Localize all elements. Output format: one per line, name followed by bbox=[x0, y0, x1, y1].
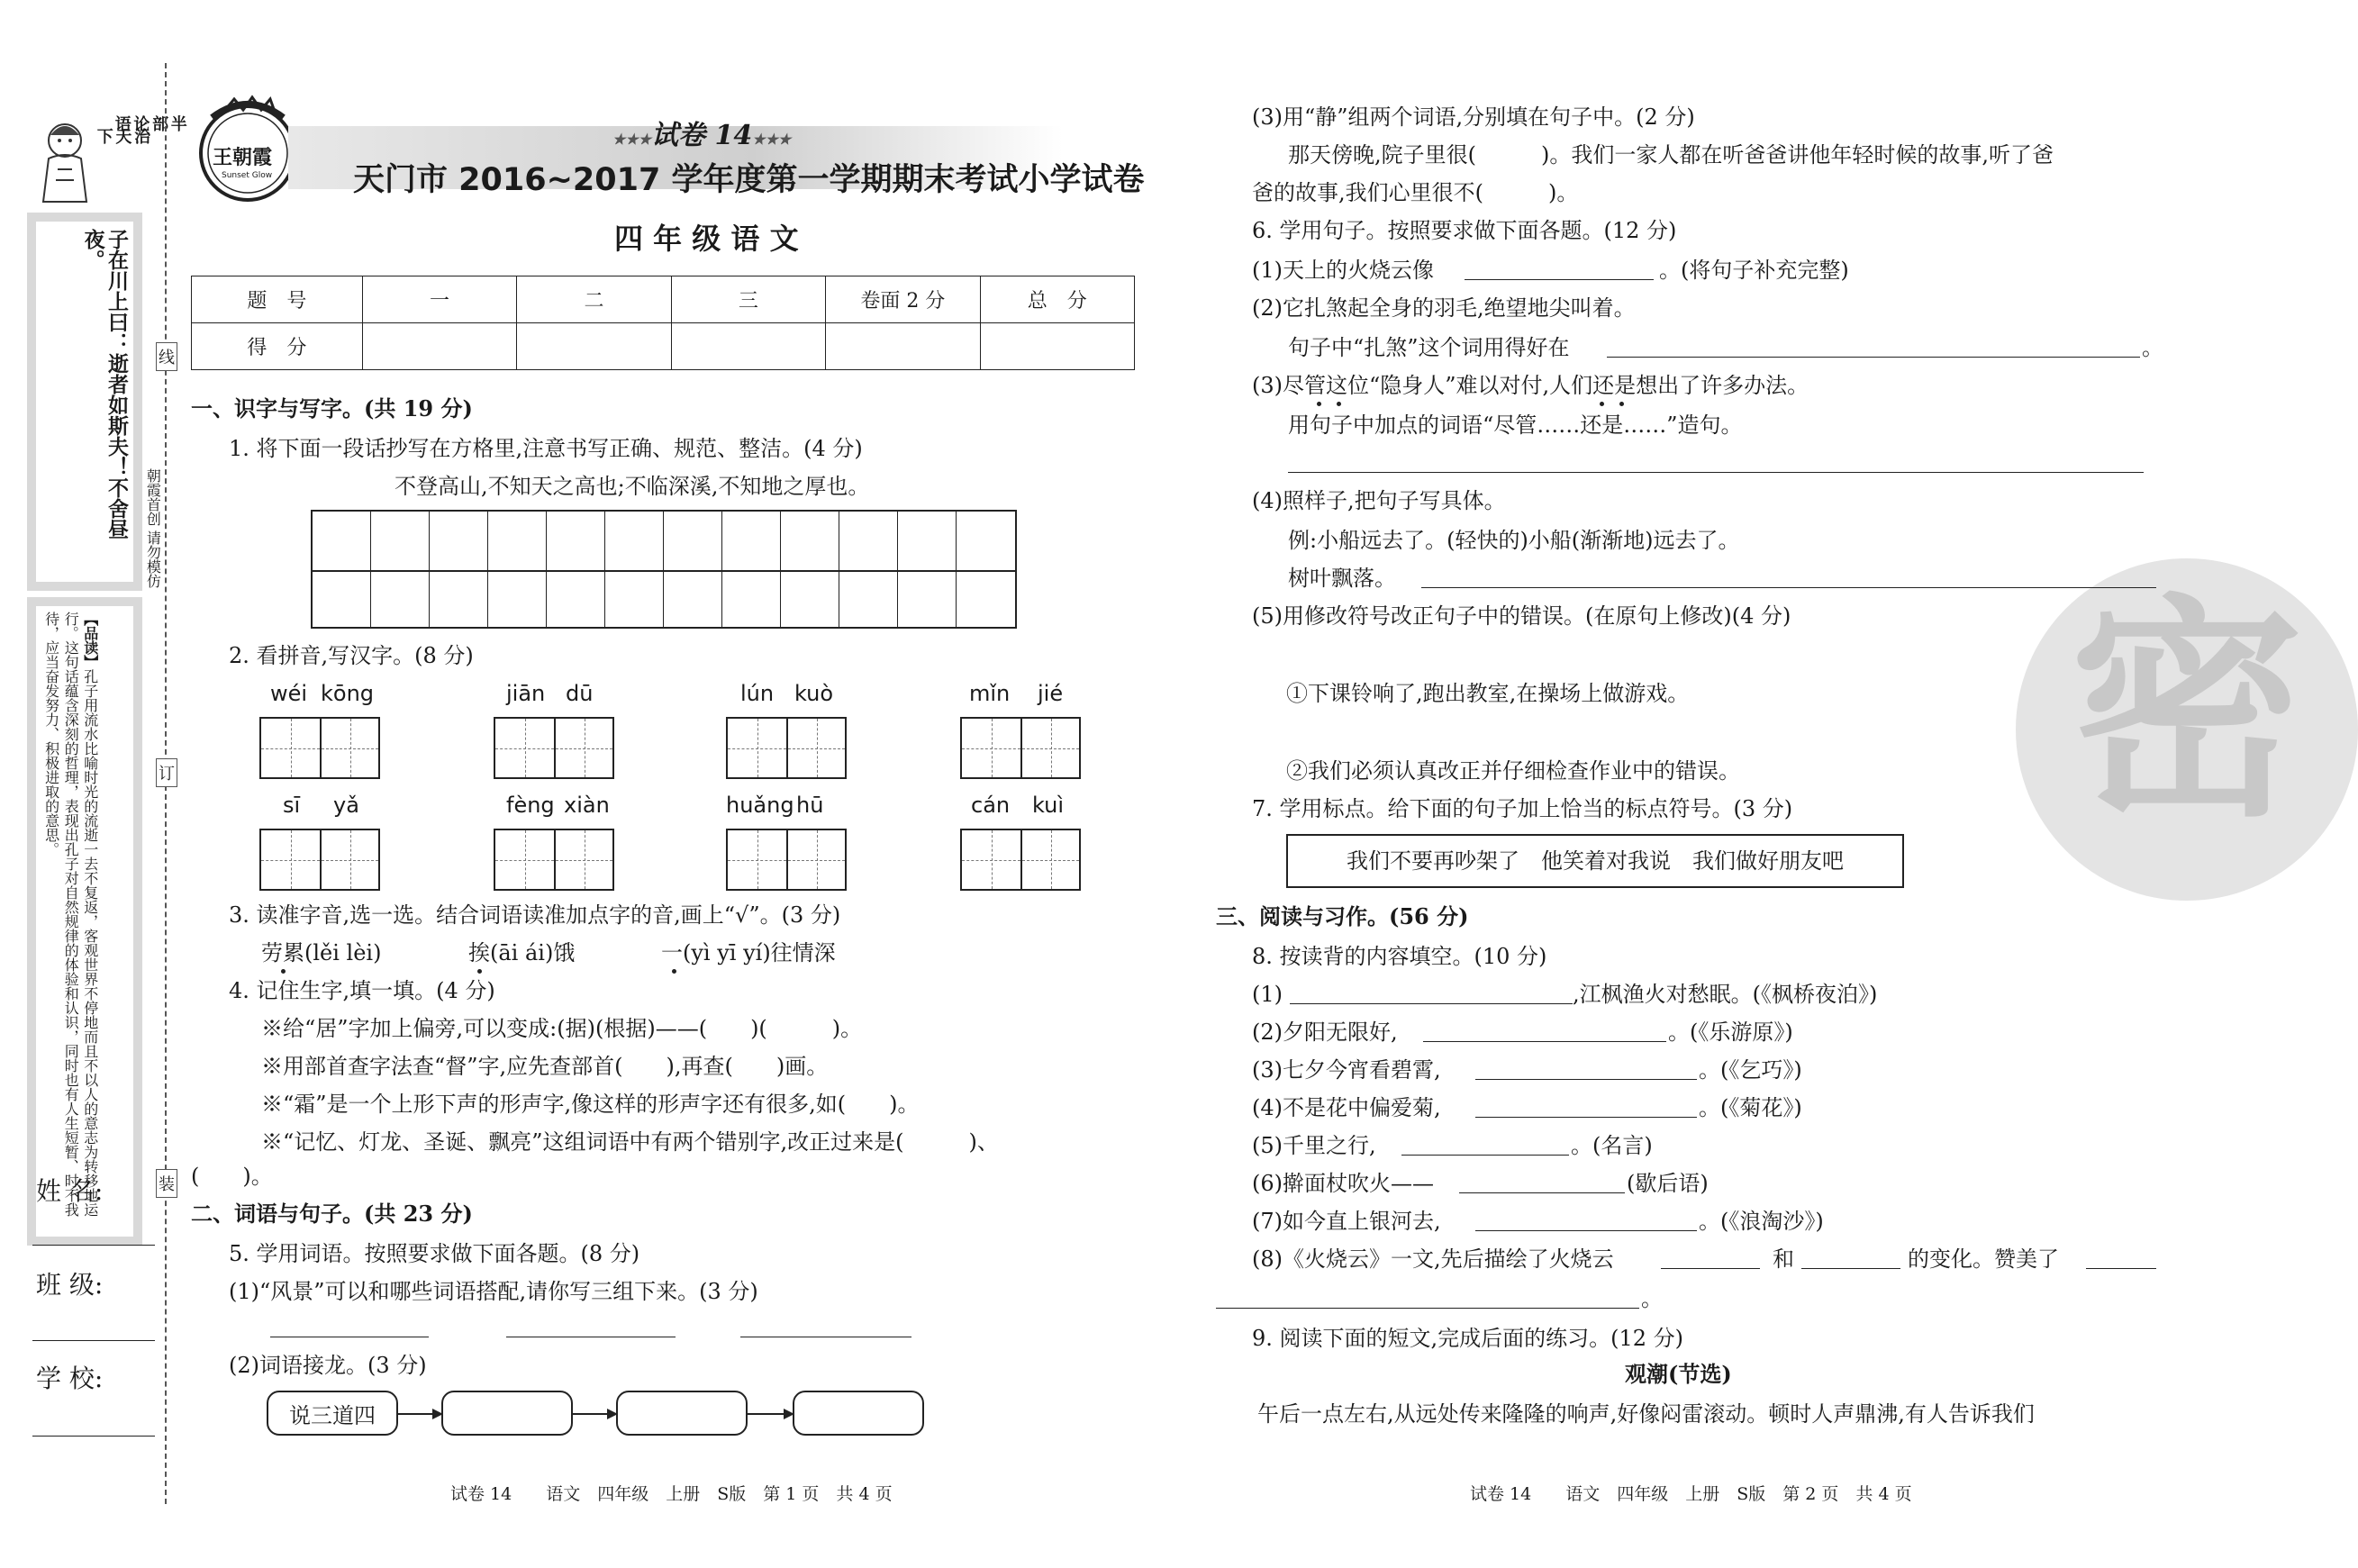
q6-5a-text[interactable]: ①下课铃响了,跑出教室,在操场上做游戏。 bbox=[1286, 681, 1690, 706]
q4-item-b[interactable]: ※用部首查字法查“督”字,应先查部首( ),再查( )画。 bbox=[261, 1054, 829, 1079]
emphasis-dot bbox=[1600, 402, 1604, 406]
q4-item-a[interactable]: ※给“居”字加上偏旁,可以变成:(据)(根据)——( )( )。 bbox=[261, 1016, 863, 1041]
confidential-stamp bbox=[2016, 558, 2358, 901]
exam-number: ★★★试卷 14★★★ bbox=[612, 120, 792, 151]
school-field[interactable] bbox=[32, 1436, 155, 1437]
emphasis-dot bbox=[281, 969, 286, 974]
q5-prompt: 5. 学用词语。按照要求做下面各题。(8 分) bbox=[229, 1241, 640, 1266]
pinyin: hū bbox=[796, 793, 824, 818]
chain-answer-box[interactable] bbox=[441, 1391, 573, 1436]
chain-arrow bbox=[748, 1413, 793, 1415]
answer-line[interactable] bbox=[1288, 472, 2144, 473]
q6-prompt: 6. 学用句子。按照要求做下面各题。(12 分) bbox=[1252, 218, 1677, 243]
q7-prompt: 7. 学用标点。给下面的句子加上恰当的标点符号。(3 分) bbox=[1252, 796, 1793, 821]
seal-char-1: 线 bbox=[156, 342, 177, 371]
seal-char-3: 装 bbox=[156, 1169, 177, 1198]
score-cell[interactable] bbox=[671, 323, 825, 370]
pinyin: huǎng bbox=[726, 793, 794, 818]
q8-prompt: 8. 按读背的内容填空。(10 分) bbox=[1252, 944, 1547, 969]
answer-line[interactable] bbox=[1421, 587, 2156, 588]
pinyin: cán bbox=[971, 793, 1011, 818]
class-field[interactable] bbox=[32, 1340, 155, 1341]
section-3-heading: 三、阅读与习作。(56 分) bbox=[1216, 903, 1469, 929]
emphasis-dot bbox=[1337, 402, 1341, 406]
sidebar-logo-text-2: 治 天 下 bbox=[94, 128, 151, 144]
q4-prompt: 4. 记住生字,填一填。(4 分) bbox=[229, 978, 495, 1003]
q8-item-8c: 的变化。赞美了 bbox=[1908, 1246, 2059, 1272]
section-1-heading: 一、识字与写字。(共 19 分) bbox=[191, 395, 473, 421]
answer-line[interactable] bbox=[1475, 1117, 1697, 1118]
section-2-heading: 二、词语与句子。(共 23 分) bbox=[191, 1201, 473, 1227]
pinyin: jié bbox=[1038, 681, 1064, 706]
confucius-illustration bbox=[31, 115, 103, 205]
q1-passage: 不登高山,不知天之高也;不临深溪,不知地之厚也。 bbox=[395, 474, 870, 499]
q6-2b-text: 句子中“扎煞”这个词用得好在 bbox=[1288, 335, 1570, 360]
chain-answer-box[interactable] bbox=[793, 1391, 924, 1436]
page-2-footer: 试卷 14 语文 四年级 上册 S版 第 2 页 共 4 页 bbox=[1470, 1484, 1912, 1504]
answer-line[interactable] bbox=[1401, 1155, 1569, 1156]
pinyin: sī bbox=[283, 793, 301, 818]
q6-5b-text[interactable]: ②我们必须认真改正并仔细检查作业中的错误。 bbox=[1286, 758, 1740, 784]
page-1-footer: 试卷 14 语文 四年级 上册 S版 第 1 页 共 4 页 bbox=[450, 1484, 893, 1504]
score-table bbox=[191, 276, 1135, 370]
chain-arrow bbox=[573, 1413, 616, 1415]
q8-item-5-post: 。(名言) bbox=[1571, 1133, 1653, 1158]
q8-item-1-pre: (1) bbox=[1252, 982, 1283, 1007]
q8-item-8d: 。 bbox=[1641, 1286, 1663, 1311]
q6-3b-text: 用句子中加点的词语“尽管……还是……”造句。 bbox=[1288, 412, 1743, 438]
q3-item-2[interactable]: 挨(āi ái)饿 bbox=[468, 940, 576, 965]
q8-item-3-post: 。(《乞巧》) bbox=[1699, 1057, 1802, 1083]
q6-5-text: (5)用修改符号改正句子中的错误。(在原句上修改)(4 分) bbox=[1252, 603, 1791, 629]
tian-grid[interactable] bbox=[726, 829, 847, 891]
answer-line[interactable] bbox=[1423, 1041, 1666, 1042]
q8-item-7-pre: (7)如今直上银河去, bbox=[1252, 1209, 1441, 1234]
score-header: 三 bbox=[671, 276, 825, 323]
name-field[interactable] bbox=[32, 1245, 155, 1246]
seal-char-2: 订 bbox=[156, 758, 177, 787]
tian-grid[interactable] bbox=[726, 717, 847, 779]
pinyin: kuò bbox=[794, 681, 834, 706]
answer-line[interactable] bbox=[1661, 1268, 1760, 1269]
exam-title: 天门市 2016~2017 学年度第一学期期末考试小学试卷 bbox=[353, 162, 1145, 198]
answer-line[interactable] bbox=[1465, 279, 1654, 280]
answer-line[interactable] bbox=[1801, 1268, 1900, 1269]
q6-3-text: (3)尽管这位“隐身人”难以对付,人们还是想出了许多办法。 bbox=[1252, 373, 1809, 398]
pinyin: dū bbox=[566, 681, 594, 706]
class-label: 班 级: bbox=[36, 1270, 104, 1300]
q4-item-c[interactable]: ※“霜”是一个上形下声的形声字,像这样的形声字还有很多,如( )。 bbox=[261, 1092, 920, 1117]
q5-3-prompt: (3)用“静”组两个词语,分别填在句子中。(2 分) bbox=[1252, 104, 1695, 130]
emphasis-dot bbox=[477, 969, 482, 974]
q6-1-end: 。(将句子补充完整) bbox=[1659, 258, 1849, 283]
answer-line[interactable] bbox=[1216, 1308, 1639, 1309]
subject-title: 四 年 级 语 文 bbox=[614, 222, 799, 256]
brand-name: 王朝霞 bbox=[213, 146, 273, 169]
tian-grid[interactable] bbox=[494, 717, 614, 779]
name-label: 姓 名: bbox=[36, 1176, 104, 1206]
score-cell[interactable] bbox=[517, 323, 671, 370]
comment-text: 【品读】孔子用流水比喻时光的流逝一去不复返，客观世界不停地而且不以人的意志为转移地运行。这句话蕴含深刻的哲理，表现出孔子对自然规律的体验和认识，同时也有人生短暂、时不我待，应当奋发努力、积极进取的意思。 bbox=[42, 612, 99, 1217]
school-label: 学 校: bbox=[36, 1364, 104, 1393]
q8-item-2-post: 。(《乐游原》) bbox=[1668, 1020, 1793, 1045]
q8-item-3-pre: (3)七夕今宵看碧霄, bbox=[1252, 1057, 1441, 1083]
score-cell[interactable] bbox=[980, 323, 1134, 370]
q4-item-d-cont[interactable]: ( )。 bbox=[191, 1164, 273, 1189]
q8-item-8b: 和 bbox=[1773, 1246, 1794, 1272]
score-cell[interactable] bbox=[826, 323, 980, 370]
sidebar-logo-text: 半 部 论 语 bbox=[112, 115, 187, 131]
q6-4b-text: 树叶飘落。 bbox=[1288, 566, 1396, 591]
score-header: 卷面 2 分 bbox=[826, 276, 980, 323]
q6-2b-end: 。 bbox=[2142, 335, 2163, 360]
q8-item-4-pre: (4)不是花中偏爱菊, bbox=[1252, 1095, 1441, 1120]
answer-line[interactable] bbox=[2086, 1268, 2156, 1269]
answer-line[interactable] bbox=[1475, 1230, 1697, 1231]
q3-item-3[interactable]: 一(yì yī yí)往情深 bbox=[661, 940, 836, 965]
q4-item-d[interactable]: ※“记忆、灯龙、圣诞、飘亮”这组词语中有两个错别字,改正过来是( )、 bbox=[261, 1129, 999, 1155]
q8-item-6-post: (歇后语) bbox=[1627, 1171, 1709, 1196]
q3-prompt: 3. 读准字音,选一选。结合词语读准加点字的音,画上“√”。(3 分) bbox=[229, 902, 841, 928]
stamp-char: 密 bbox=[2070, 574, 2304, 848]
tian-grid[interactable] bbox=[259, 829, 380, 891]
comment-box bbox=[27, 597, 142, 1246]
score-header: 总 分 bbox=[980, 276, 1134, 323]
score-cell[interactable] bbox=[362, 323, 516, 370]
q8-item-4-post: 。(《菊花》) bbox=[1699, 1095, 1802, 1120]
quote-box bbox=[27, 213, 142, 591]
pinyin: jiān bbox=[506, 681, 546, 706]
pinyin: lún bbox=[740, 681, 775, 706]
q9-passage-text: 午后一点左右,从远处传来隆隆的响声,好像闷雷滚动。顿时人声鼎沸,有人告诉我们 bbox=[1257, 1401, 2035, 1427]
pinyin: xiàn bbox=[564, 793, 610, 818]
q8-item-2-pre: (2)夕阳无限好, bbox=[1252, 1020, 1398, 1045]
answer-line[interactable] bbox=[1459, 1192, 1625, 1193]
q6-1-text: (1)天上的火烧云像 bbox=[1252, 258, 1434, 283]
q2-prompt: 2. 看拼音,写汉字。(8 分) bbox=[229, 643, 474, 668]
tian-grid[interactable] bbox=[259, 717, 380, 779]
answer-line[interactable] bbox=[1290, 1003, 1573, 1004]
copy-grid-row-2[interactable] bbox=[311, 568, 1017, 629]
emphasis-dot bbox=[1619, 402, 1624, 406]
score-header: 二 bbox=[517, 276, 671, 323]
pinyin: kuì bbox=[1032, 793, 1065, 818]
q5-2-prompt: (2)词语接龙。(3 分) bbox=[229, 1353, 427, 1378]
q3-item-1[interactable]: 劳累(lěi lèi) bbox=[261, 940, 382, 965]
answer-line[interactable] bbox=[1475, 1079, 1697, 1080]
tian-grid[interactable] bbox=[494, 829, 614, 891]
q8-item-8a: (8)《火烧云》一文,先后描绘了火烧云 bbox=[1252, 1246, 1614, 1272]
score-header: 一 bbox=[362, 276, 516, 323]
q6-4-text: (4)照样子,把句子写具体。 bbox=[1252, 488, 1506, 513]
pinyin: kōng bbox=[321, 681, 375, 706]
emphasis-dot bbox=[1317, 402, 1321, 406]
q8-item-5-pre: (5)千里之行, bbox=[1252, 1133, 1376, 1158]
q5-3-line-a[interactable]: 那天傍晚,院子里很( )。我们一家人都在听爸爸讲他年轻时候的故事,听了爸 bbox=[1288, 142, 2054, 168]
q9-passage-title: 观潮(节选) bbox=[1625, 1361, 1732, 1387]
pinyin: mǐn bbox=[969, 681, 1011, 706]
q8-item-6-pre: (6)擀面杖吹火—— bbox=[1252, 1171, 1434, 1196]
copy-grid-row-1[interactable] bbox=[311, 510, 1017, 572]
pinyin: wéi bbox=[270, 681, 308, 706]
q8-item-7-post: 。(《浪淘沙》) bbox=[1699, 1209, 1824, 1234]
q6-2-text: (2)它扎煞起全身的羽毛,绝望地尖叫着。 bbox=[1252, 295, 1636, 321]
q9-prompt: 9. 阅读下面的短文,完成后面的练习。(12 分) bbox=[1252, 1326, 1684, 1351]
answer-line[interactable] bbox=[1607, 357, 2140, 358]
quote-text: 子在川上曰：逝者如斯夫！不舍昼夜。 bbox=[80, 229, 129, 539]
brand-name-en: Sunset Glow bbox=[222, 171, 273, 180]
q7-box[interactable]: 我们不要再吵架了 他笑着对我说 我们做好朋友吧 bbox=[1286, 834, 1904, 888]
score-header: 题 号 bbox=[192, 276, 363, 323]
copyright-note: 朝霞首创 请勿模仿 bbox=[144, 468, 162, 589]
chain-answer-box[interactable] bbox=[616, 1391, 748, 1436]
tian-grid[interactable] bbox=[960, 717, 1081, 779]
pinyin: fèng bbox=[506, 793, 555, 818]
q1-prompt: 1. 将下面一段话抄写在方格里,注意书写正确、规范、整洁。(4 分) bbox=[229, 436, 863, 461]
q6-4a-text: 例:小船远去了。(轻快的)小船(渐渐地)远去了。 bbox=[1288, 528, 1740, 553]
pinyin: yǎ bbox=[333, 793, 359, 818]
emphasis-dot bbox=[672, 969, 676, 974]
chain-arrow bbox=[398, 1413, 441, 1415]
score-row-label: 得 分 bbox=[192, 323, 363, 370]
q8-item-1-post: ,江枫渔火对愁眠。(《枫桥夜泊》) bbox=[1573, 982, 1878, 1007]
tian-grid[interactable] bbox=[960, 829, 1081, 891]
chain-start-box: 说三道四 bbox=[267, 1391, 398, 1436]
q5-1-prompt: (1)“风景”可以和哪些词语搭配,请你写三组下来。(3 分) bbox=[229, 1279, 758, 1304]
q5-3-line-b[interactable]: 爸的故事,我们心里很不( )。 bbox=[1252, 180, 1579, 205]
